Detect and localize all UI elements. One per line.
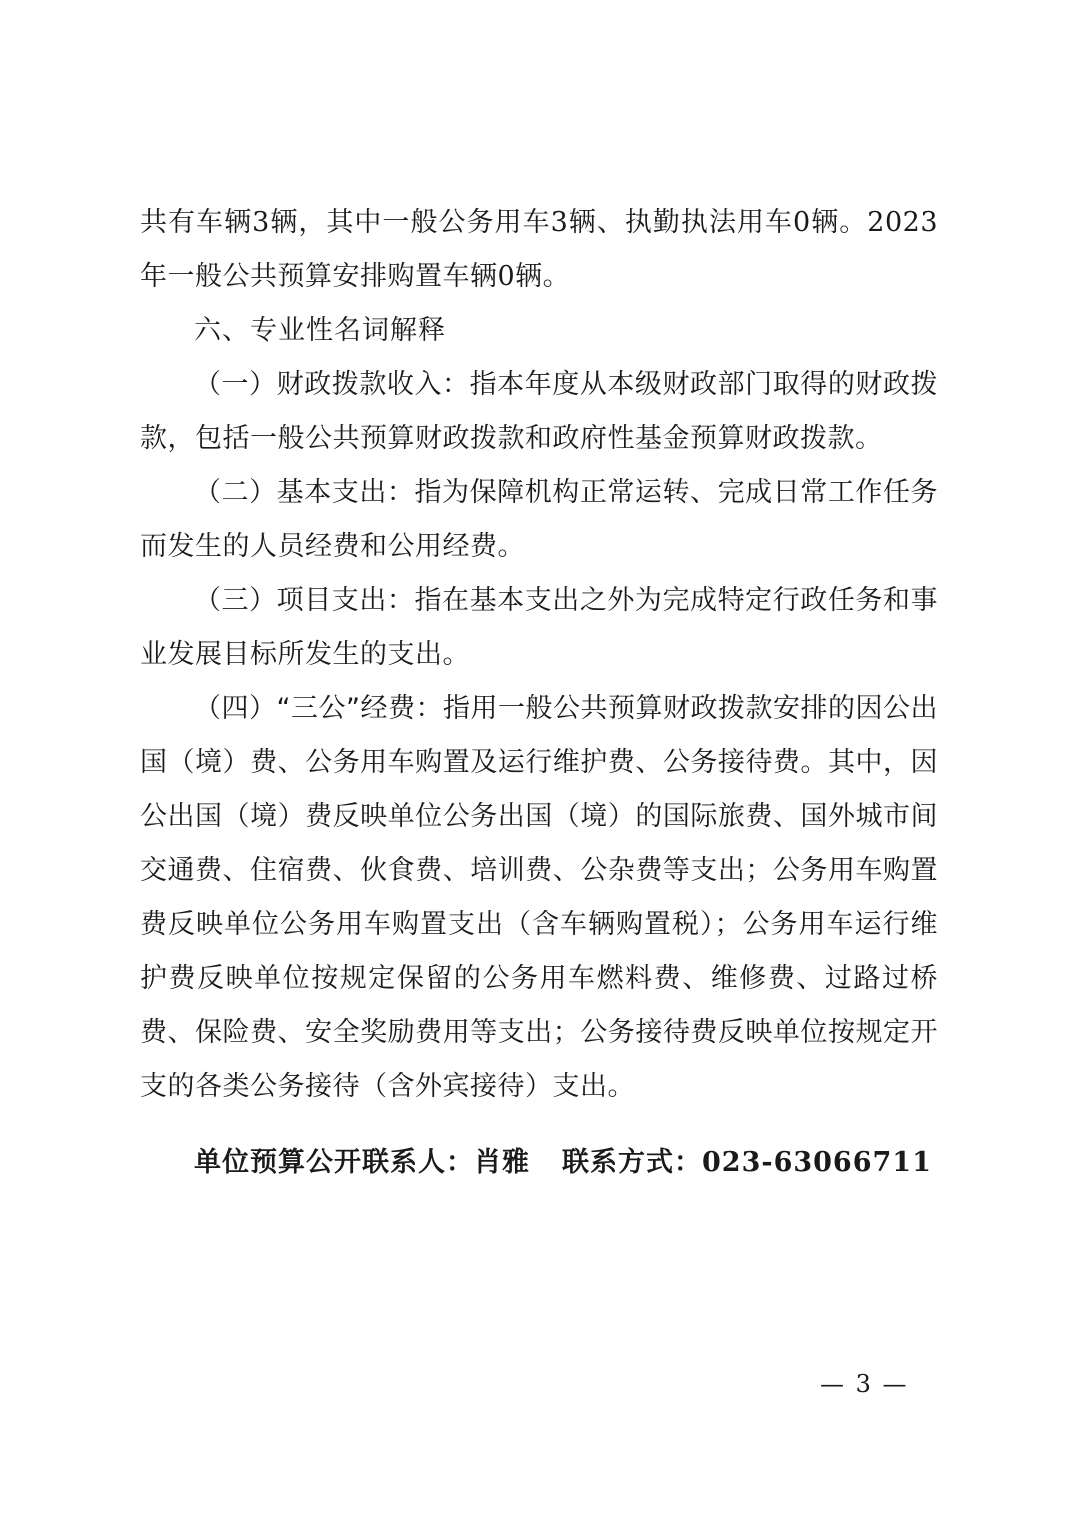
definition-term: （一）财政拨款收入： (194, 369, 470, 400)
definition-term: （二）基本支出： (194, 477, 415, 508)
definition-term: （三）项目支出： (194, 585, 415, 616)
definition-body: 指本年度从本级财政部门取得的财政拨款，包括一般公共预算财政拨款和政府性基金预算财政拨款。 (140, 369, 939, 454)
definition-body: 指在基本支出之外为完成特定行政任务和事业发展目标所发生的支出。 (140, 585, 939, 670)
definition-paragraph (140, 682, 938, 1114)
contact-line (194, 1136, 932, 1190)
page-number: — 3 — (820, 1370, 909, 1398)
definition-paragraph (140, 466, 938, 574)
intro-paragraph: 共有车辆3辆，其中一般公务用车3辆、执勤执法用车0辆。2023年一般公共预算安排购置车辆0辆。 (140, 207, 938, 292)
definition-body: 指用一般公共预算财政拨款安排的因公出国（境）费、公务用车购置及运行维护费、公务接待费。其中，因公出国（境）费反映单位公务出国（境）的国际旅费、国外城市间交通费、住宿费、伙食费、培训费、公杂费等支出；公务用车购置费反映单位公务用车购置支出（含车辆购置税）；公务用车运行维护费反映单位按规定保留的公务用车燃料费、维修费、过路过桥费、保险费、安全奖励费用等支出；公务接待费反映单位按规定开支的各类公务接待（含外宾接待）支出。 (140, 693, 938, 1102)
definition-paragraph (140, 358, 938, 466)
definition-term: （四）“三公”经费： (194, 693, 443, 724)
section-heading: 六、专业性名词解释 (194, 315, 446, 346)
definition-paragraph (140, 574, 938, 682)
contact-person: 单位预算公开联系人：肖雅 (194, 1147, 530, 1178)
definition-body: 指为保障机构正常运转、完成日常工作任务而发生的人员经费和公用经费。 (140, 477, 939, 562)
contact-phone: 联系方式：023-63066711 (562, 1147, 932, 1178)
